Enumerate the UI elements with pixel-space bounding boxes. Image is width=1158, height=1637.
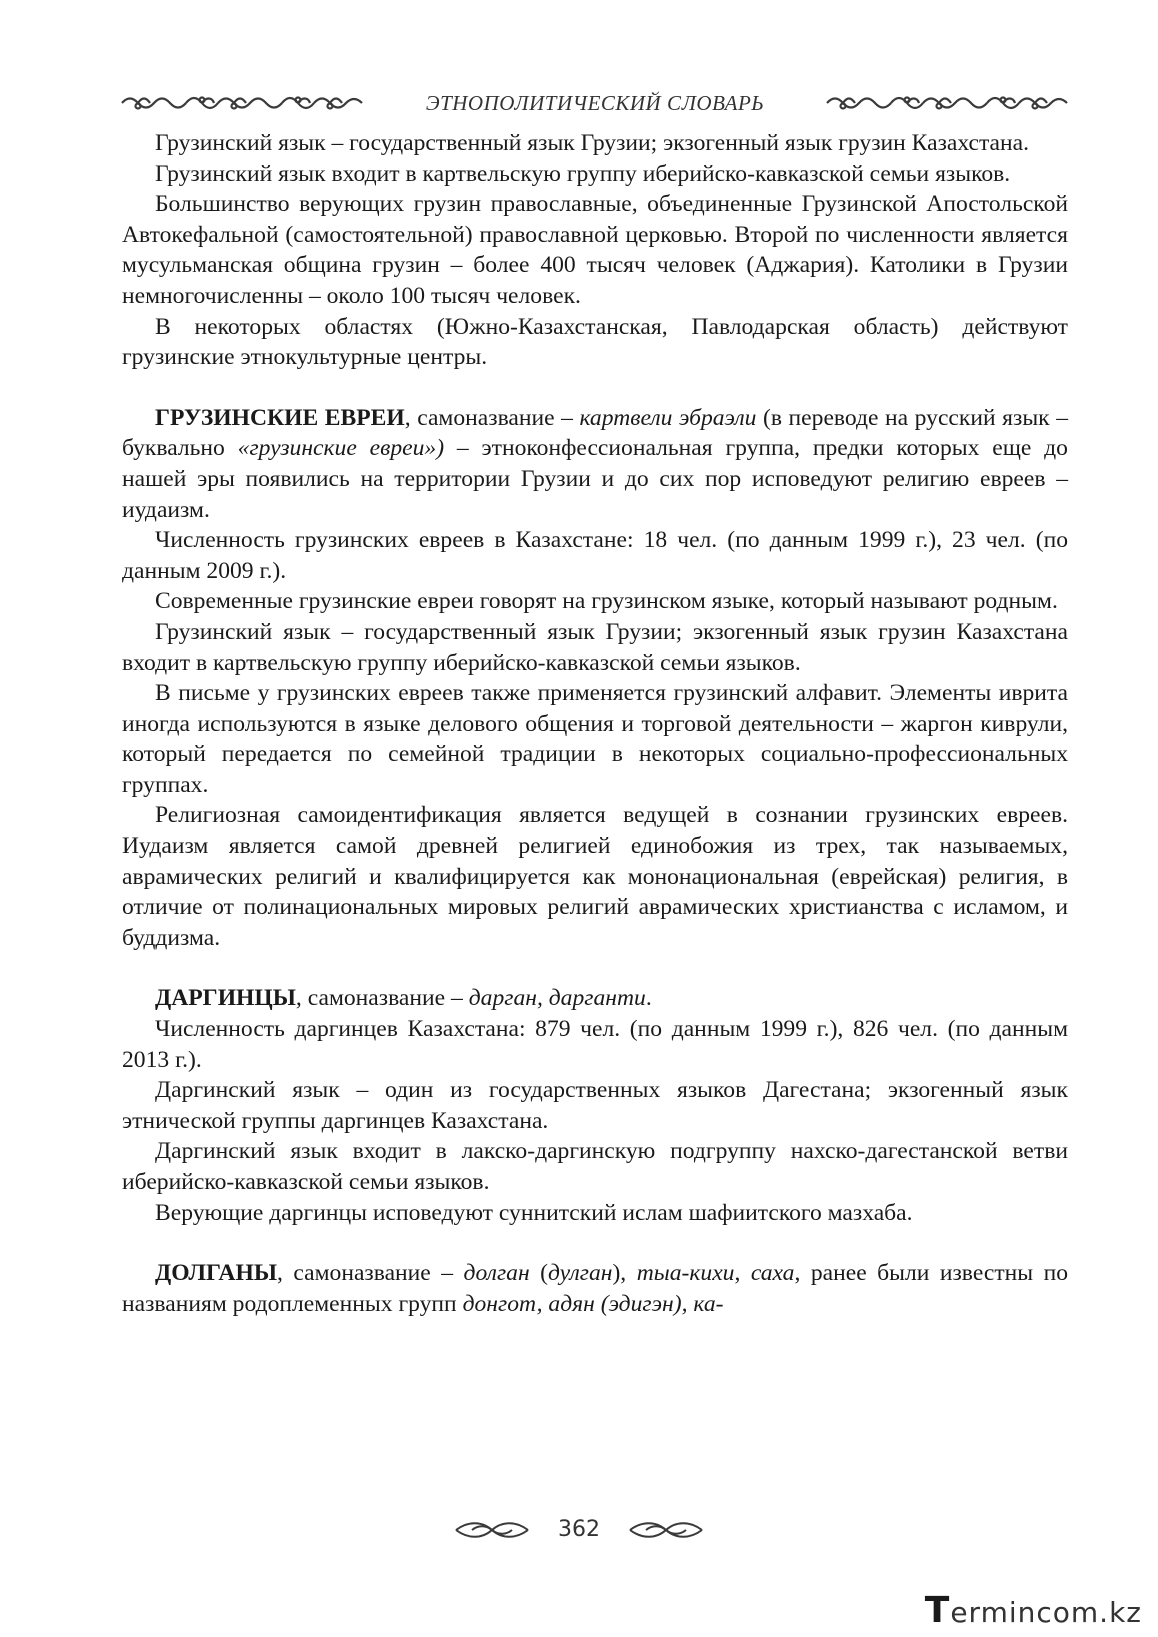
scroll-ornament-right-icon xyxy=(825,92,1070,114)
running-header-title: ЭТНОПОЛИТИЧЕСКИЙ СЛОВАРЬ xyxy=(425,90,765,115)
paragraph: Численность даргинцев Казахстана: 879 чел. (по данным 1999 г.), 826 чел. (по данным 2013 г.). xyxy=(122,1016,1068,1073)
paragraph: В письме у грузинских евреев также применяется грузинский алфавит. Элементы иврита иногда используются в языке делового общения и торговой деятельности – жаргон киврули, который передается по семейной традиции в некоторых социально-профессиональных группах. xyxy=(122,680,1068,798)
swirl-ornament-left-icon xyxy=(452,1519,532,1541)
termincom-watermark xyxy=(925,1590,1142,1631)
swirl-ornament-right-icon xyxy=(626,1519,706,1541)
paragraph: Религиозная самоидентификация является ведущей в сознании грузинских евреев. Иудаизм является самой древней религией единобожия из трех, так называемых, аврамических религий и квалифицируется как мононациональная (еврейская) религия, в отличие от полинациональных мировых религий аврамических христианства с исламом, и буддизма. xyxy=(122,802,1068,951)
group-names: донгот, адян (эдигэн), ка- xyxy=(462,1290,724,1317)
entry-dargins-lead: ДАРГИНЦЫ, самоназвание – дарган, дарганти. xyxy=(155,985,652,1012)
self-name: тыа-кихи xyxy=(636,1260,735,1287)
entry-dolgans-lead: ДОЛГАНЫ, самоназвание – долган (дулган), тыа-кихи, саха, ранее были известны по названиям родоплеменных групп донгот, адян (эдигэн), ка- xyxy=(122,1260,1069,1317)
self-name: картвели эбраэли xyxy=(579,404,757,431)
page-footer xyxy=(0,1517,1158,1542)
paragraph: Большинство верующих грузин православные, объединенные Грузинской Апостольской Автокефальной (самостоятельной) православной церковью. Второй по численности является мусульманская община грузин – более 400 тысяч человек (Аджария). Католики в Грузии немногочисленны – около 100 тысяч человек. xyxy=(122,191,1068,309)
entry-term: ГРУЗИНСКИЕ ЕВРЕИ xyxy=(155,404,405,431)
self-name: долган xyxy=(463,1260,530,1287)
page-header xyxy=(120,88,1070,118)
entry-separator xyxy=(122,373,1068,403)
paragraph: Даргинский язык – один из государственных языков Дагестана; экзогенный язык этнической группы даргинцев Казахстана. xyxy=(122,1077,1068,1134)
self-name: дулган xyxy=(547,1260,613,1287)
paragraph: Грузинский язык – государственный язык Грузии; экзогенный язык грузин Казахстана входит в картвельскую группу иберийско-кавказской семьи языков. xyxy=(122,618,1068,676)
paragraph: Грузинский язык входит в картвельскую группу иберийско-кавказской семьи языков. xyxy=(155,160,1011,187)
paragraph: В некоторых областях (Южно-Казахстанская, Павлодарская область) действуют грузинские этнокультурные центры. xyxy=(122,313,1068,371)
self-name: дарган, дарганти xyxy=(468,985,646,1012)
paragraph: Даргинский язык входит в лакско-даргинскую подгруппу нахско-дагестанской ветви иберийско-кавказской семьи языков. xyxy=(122,1138,1068,1195)
paragraph: Численность грузинских евреев в Казахстане: 18 чел. (по данным 1999 г.), 23 чел. (по данным 2009 г.). xyxy=(122,527,1068,584)
watermark-text: ermincom.kz xyxy=(950,1596,1142,1629)
entry-separator xyxy=(122,1228,1068,1258)
page-number: 362 xyxy=(558,1517,600,1542)
dictionary-body xyxy=(122,128,1068,1319)
paragraph: Современные грузинские евреи говорят на грузинском языке, который называют родным. xyxy=(155,588,1058,615)
self-name: саха xyxy=(750,1260,795,1287)
entry-term: ДОЛГАНЫ xyxy=(155,1260,277,1287)
entry-separator xyxy=(122,953,1068,983)
entry-term: ДАРГИНЦЫ xyxy=(155,985,296,1012)
entry-georgian-jews-lead: ГРУЗИНСКИЕ ЕВРЕИ, самоназвание – картвели эбраэли (в переводе на русский язык – буквально «грузинские евреи») – этноконфессиональная группа, предки которых еще до нашей эры появились на территории Грузии и до сих пор исповедуют религию евреев – иудаизм. xyxy=(122,404,1068,523)
paragraph: Грузинский язык – государственный язык Грузии; экзогенный язык грузин Казахстана. xyxy=(155,130,1030,156)
paragraph: Верующие даргинцы исповедуют суннитский ислам шафиитского мазхаба. xyxy=(155,1199,913,1226)
scroll-ornament-left-icon xyxy=(120,92,365,114)
translation: «грузинские евреи») – xyxy=(237,435,469,462)
watermark-logo-letter: T xyxy=(924,1590,951,1631)
